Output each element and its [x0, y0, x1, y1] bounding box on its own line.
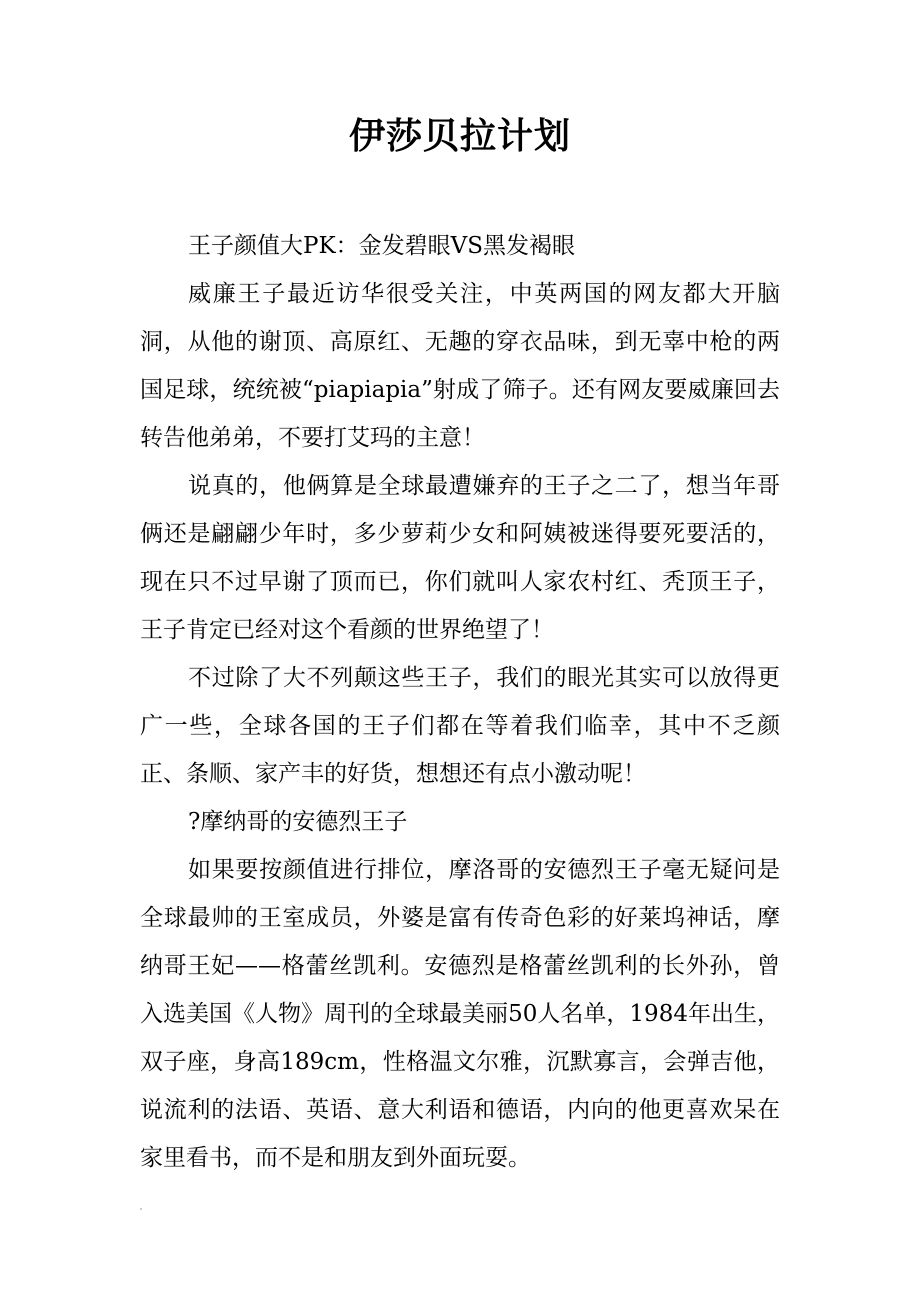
document-title: 伊莎贝拉计划 [348, 115, 571, 157]
document-body [140, 222, 780, 1182]
paragraph: 威廉王子最近访华很受关注，中英两国的网友都大开脑洞，从他的谢顶、高原红、无趣的穿衣品味，到无辜中枪的两国足球，统统被“piapiapia”射成了筛子。还有网友要威廉回去转告他弟弟，不要打艾玛的主意！ [140, 281, 780, 451]
section-heading: ?摩纳哥的安德烈王子 [188, 809, 408, 835]
paragraph: 如果要按颜值进行排位，摩洛哥的安德烈王子毫无疑问是全球最帅的王室成员，外婆是富有传奇色彩的好莱坞神话，摩纳哥王妃——格蕾丝凯利。安德烈是格蕾丝凯利的长外孙，曾入选美国《人物》周刊的全球最美丽50人名单，1984年出生，双子座，身高189cm，性格温文尔雅，沉默寡言，会弹吉他，说流利的法语、英语、意大利语和德语，内向的他更喜欢呆在家里看书，而不是和朋友到外面玩耍。 [140, 857, 780, 1171]
page-mark [140, 1208, 142, 1210]
paragraph: 说真的，他俩算是全球最遭嫌弃的王子之二了，想当年哥俩还是翩翩少年时，多少萝莉少女和阿姨被迷得要死要活的，现在只不过早谢了顶而已，你们就叫人家农村红、秃顶王子，王子肯定已经对这个看颜的世界绝望了！ [140, 473, 780, 643]
paragraph-subtitle: 王子颜值大PK：金发碧眼VS黑发褐眼 [188, 233, 576, 259]
paragraph: 不过除了大不列颠这些王子，我们的眼光其实可以放得更广一些，全球各国的王子们都在等着我们临幸，其中不乏颜正、条顺、家产丰的好货，想想还有点小激动呢！ [140, 665, 780, 787]
